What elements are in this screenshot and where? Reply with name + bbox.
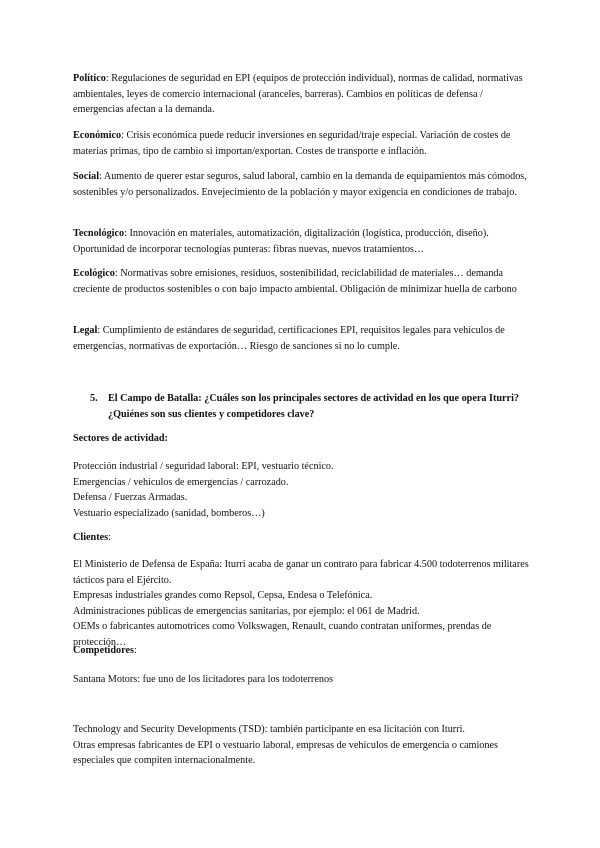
pestel-politico — [73, 71, 531, 118]
text-social: : Aumento de querer estar seguros, salud laboral, cambio en la demanda de equipamientos más cómodos, sostenibles y/o personalizados. Envejecimiento de la población y mayor exigencia en condiciones de trabajo. — [73, 171, 527, 198]
list-item: El Ministerio de Defensa de España: Iturri acaba de ganar un contrato para fabricar 4.500 todoterrenos militares tácticos para el Ejército. — [73, 559, 529, 586]
term-ecologico: Ecológico — [73, 268, 115, 279]
list-item: Otras empresas fabricantes de EPI o vestuario laboral, empresas de vehículos de emergencia o camiones especiales que compiten internacionalmente. — [73, 739, 498, 767]
list-item: Technology and Security Developments (TSD): también participante en esa licitación con Iturri. — [73, 724, 465, 735]
clientes-heading: Clientes: — [73, 532, 111, 543]
pestel-legal — [73, 323, 531, 354]
text-economico: : Crisis económica puede reducir inversiones en seguridad/traje especial. Variación de costes de materias primas, tipo de cambio si importan/exportan. Costes de transporte e inflación. — [73, 130, 511, 157]
text-politico: : Regulaciones de seguridad en EPI (equipos de protección individual), normas de calidad, normativas ambientales, leyes de comercio internacional (aranceles, barreras). Cambios en políticas de defensa / emergencias afectan a la demanda. — [73, 73, 523, 116]
term-politico: Político — [73, 73, 106, 84]
list-item: Defensa / Fuerzas Armadas. — [73, 492, 188, 504]
section-5-heading — [90, 391, 530, 422]
pestel-economico — [73, 128, 531, 159]
sectores-heading: Sectores de actividad: — [73, 433, 168, 444]
pestel-ecologico — [73, 266, 531, 297]
pestel-social — [73, 169, 531, 200]
competidores-list — [73, 722, 531, 769]
list-item: OEMs o fabricantes automotrices como Volkswagen, Renault, cuando contratan uniformes, prendas de protección… — [73, 621, 492, 648]
text-ecologico: : Normativas sobre emisiones, residuos, sostenibilidad, reciclabilidad de materiales… demanda creciente de productos sostenibles o con bajo impacto ambiental. Obligación de minimizar huella de carbono — [73, 268, 517, 295]
term-social: Social — [73, 171, 100, 182]
list-item: Empresas industriales grandes como Repsol, Cepsa, Endesa o Telefónica. — [73, 590, 373, 602]
term-legal: Legal — [73, 325, 98, 336]
competidores-heading: Competidores: — [73, 645, 137, 656]
competidor-santana: Santana Motors: fue uno de los licitadores para los todoterrenos — [73, 674, 334, 685]
section-title: El Campo de Batalla: ¿Cuáles son los principales sectores de actividad en los que opera Iturri? ¿Quiénes son sus clientes y competidores clave? — [108, 393, 519, 420]
pestel-tecnologico — [73, 226, 531, 257]
clientes-list — [73, 557, 531, 651]
term-economico: Económico — [73, 130, 122, 141]
text-tecnologico: : Innovación en materiales, automatización, digitalización (logística, producción, diseño). Oportunidad de incorporar tecnologías punteras: fibras nuevas, nuevos tratamientos… — [73, 228, 489, 255]
list-item: Protección industrial / seguridad laboral: EPI, vestuario técnico. — [73, 461, 334, 472]
list-item: Administraciones públicas de emergencias sanitarias, por ejemplo: el 061 de Madrid. — [73, 605, 420, 617]
list-item: Vestuario especializado (sanidad, bomberos…) — [73, 507, 265, 519]
term-tecnologico: Tecnológico — [73, 228, 125, 239]
section-number: 5. — [90, 393, 98, 404]
text-legal: : Cumplimiento de estándares de seguridad, certificaciones EPI, requisitos legales para vehículos de emergencias, normativas de exportación… Riesgo de sanciones si no lo cumple. — [73, 325, 505, 352]
list-item: Emergencias / vehículos de emergencias / carrozado. — [73, 476, 289, 488]
sectores-list — [73, 459, 531, 521]
